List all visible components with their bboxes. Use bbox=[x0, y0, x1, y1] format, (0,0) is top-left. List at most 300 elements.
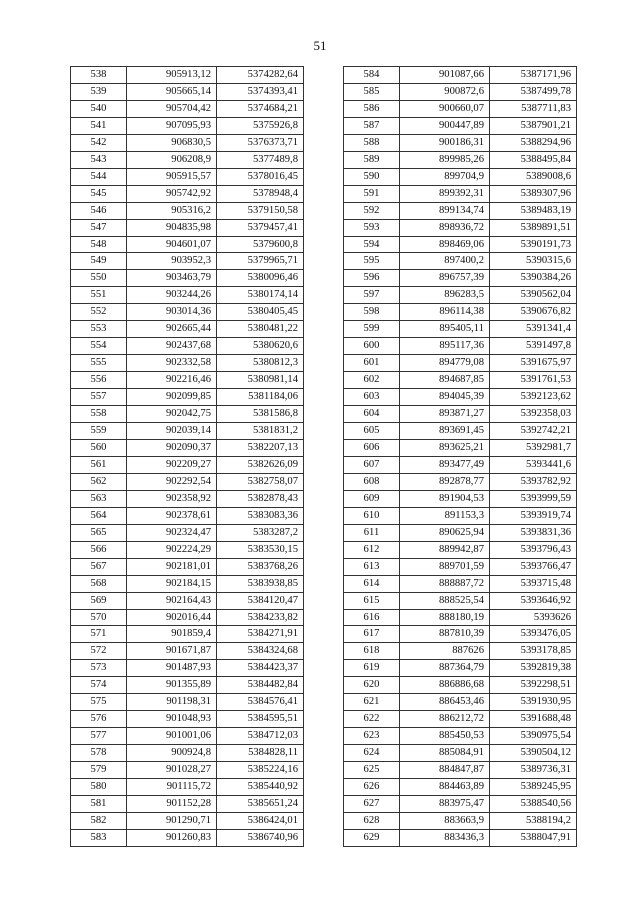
x-coordinate-cell: 902437,68 bbox=[127, 338, 217, 355]
point-number-cell: 541 bbox=[71, 117, 127, 134]
point-number-cell: 599 bbox=[344, 321, 400, 338]
x-coordinate-cell: 901048,93 bbox=[127, 711, 217, 728]
y-coordinate-cell: 5379600,8 bbox=[217, 236, 304, 253]
table-row bbox=[71, 728, 304, 745]
point-number-cell: 566 bbox=[71, 541, 127, 558]
y-coordinate-cell: 5378016,45 bbox=[217, 168, 304, 185]
y-coordinate-cell: 5380174,14 bbox=[217, 287, 304, 304]
table-row bbox=[344, 456, 577, 473]
table-row bbox=[344, 406, 577, 423]
x-coordinate-cell: 906208,9 bbox=[127, 151, 217, 168]
table-row bbox=[344, 473, 577, 490]
x-coordinate-cell: 889942,87 bbox=[400, 541, 490, 558]
point-number-cell: 611 bbox=[344, 524, 400, 541]
y-coordinate-cell: 5384828,11 bbox=[217, 745, 304, 762]
y-coordinate-cell: 5388047,91 bbox=[490, 829, 577, 846]
y-coordinate-cell: 5390676,82 bbox=[490, 304, 577, 321]
point-number-cell: 578 bbox=[71, 745, 127, 762]
point-number-cell: 555 bbox=[71, 355, 127, 372]
y-coordinate-cell: 5374282,64 bbox=[217, 67, 304, 84]
x-coordinate-cell: 902224,29 bbox=[127, 541, 217, 558]
table-row bbox=[344, 812, 577, 829]
y-coordinate-cell: 5381586,8 bbox=[217, 406, 304, 423]
point-number-cell: 553 bbox=[71, 321, 127, 338]
table-row bbox=[344, 643, 577, 660]
x-coordinate-cell: 903463,79 bbox=[127, 270, 217, 287]
x-coordinate-cell: 905665,14 bbox=[127, 83, 217, 100]
y-coordinate-cell: 5374684,21 bbox=[217, 100, 304, 117]
point-number-cell: 627 bbox=[344, 795, 400, 812]
x-coordinate-cell: 897400,2 bbox=[400, 253, 490, 270]
table-row bbox=[344, 779, 577, 796]
table-row bbox=[71, 609, 304, 626]
table-row bbox=[71, 406, 304, 423]
point-number-cell: 582 bbox=[71, 812, 127, 829]
y-coordinate-cell: 5379457,41 bbox=[217, 219, 304, 236]
x-coordinate-cell: 902292,54 bbox=[127, 473, 217, 490]
y-coordinate-cell: 5387901,21 bbox=[490, 117, 577, 134]
x-coordinate-cell: 901355,89 bbox=[127, 677, 217, 694]
y-coordinate-cell: 5385224,16 bbox=[217, 762, 304, 779]
table-row bbox=[344, 795, 577, 812]
table-row bbox=[344, 558, 577, 575]
point-number-cell: 613 bbox=[344, 558, 400, 575]
y-coordinate-cell: 5382207,13 bbox=[217, 439, 304, 456]
table-row bbox=[71, 338, 304, 355]
point-number-cell: 622 bbox=[344, 711, 400, 728]
y-coordinate-cell: 5390315,6 bbox=[490, 253, 577, 270]
y-coordinate-cell: 5380620,6 bbox=[217, 338, 304, 355]
point-number-cell: 603 bbox=[344, 389, 400, 406]
x-coordinate-cell: 905316,2 bbox=[127, 202, 217, 219]
table-row bbox=[71, 745, 304, 762]
point-number-cell: 539 bbox=[71, 83, 127, 100]
y-coordinate-cell: 5391341,4 bbox=[490, 321, 577, 338]
point-number-cell: 619 bbox=[344, 660, 400, 677]
table-row bbox=[71, 67, 304, 84]
point-number-cell: 620 bbox=[344, 677, 400, 694]
point-number-cell: 558 bbox=[71, 406, 127, 423]
x-coordinate-cell: 885450,53 bbox=[400, 728, 490, 745]
table-row bbox=[71, 473, 304, 490]
x-coordinate-cell: 885084,91 bbox=[400, 745, 490, 762]
point-number-cell: 570 bbox=[71, 609, 127, 626]
x-coordinate-cell: 887364,79 bbox=[400, 660, 490, 677]
point-number-cell: 605 bbox=[344, 423, 400, 440]
table-row bbox=[344, 762, 577, 779]
x-coordinate-cell: 886453,46 bbox=[400, 694, 490, 711]
point-number-cell: 587 bbox=[344, 117, 400, 134]
y-coordinate-cell: 5382878,43 bbox=[217, 490, 304, 507]
table-row bbox=[71, 270, 304, 287]
y-coordinate-cell: 5393796,43 bbox=[490, 541, 577, 558]
table-row bbox=[71, 287, 304, 304]
x-coordinate-cell: 901152,28 bbox=[127, 795, 217, 812]
x-coordinate-cell: 893625,21 bbox=[400, 439, 490, 456]
point-number-cell: 562 bbox=[71, 473, 127, 490]
point-number-cell: 572 bbox=[71, 643, 127, 660]
point-number-cell: 549 bbox=[71, 253, 127, 270]
y-coordinate-cell: 5386740,96 bbox=[217, 829, 304, 846]
x-coordinate-cell: 894779,08 bbox=[400, 355, 490, 372]
table-row bbox=[71, 643, 304, 660]
y-coordinate-cell: 5393831,36 bbox=[490, 524, 577, 541]
y-coordinate-cell: 5393626 bbox=[490, 609, 577, 626]
table-row bbox=[344, 677, 577, 694]
y-coordinate-cell: 5391930,95 bbox=[490, 694, 577, 711]
y-coordinate-cell: 5380405,45 bbox=[217, 304, 304, 321]
point-number-cell: 604 bbox=[344, 406, 400, 423]
y-coordinate-cell: 5381184,06 bbox=[217, 389, 304, 406]
point-number-cell: 554 bbox=[71, 338, 127, 355]
y-coordinate-cell: 5384712,03 bbox=[217, 728, 304, 745]
point-number-cell: 629 bbox=[344, 829, 400, 846]
point-number-cell: 540 bbox=[71, 100, 127, 117]
table-row bbox=[71, 389, 304, 406]
coordinates-table-right bbox=[343, 66, 577, 847]
x-coordinate-cell: 895405,11 bbox=[400, 321, 490, 338]
y-coordinate-cell: 5384271,91 bbox=[217, 626, 304, 643]
x-coordinate-cell: 903244,26 bbox=[127, 287, 217, 304]
x-coordinate-cell: 887626 bbox=[400, 643, 490, 660]
table-row bbox=[71, 219, 304, 236]
x-coordinate-cell: 888887,72 bbox=[400, 575, 490, 592]
table-row bbox=[344, 134, 577, 151]
x-coordinate-cell: 888525,54 bbox=[400, 592, 490, 609]
table-row bbox=[344, 168, 577, 185]
table-row bbox=[71, 304, 304, 321]
table-row bbox=[344, 626, 577, 643]
x-coordinate-cell: 884847,87 bbox=[400, 762, 490, 779]
coordinates-table-left bbox=[70, 66, 304, 847]
table-row bbox=[344, 711, 577, 728]
point-number-cell: 567 bbox=[71, 558, 127, 575]
x-coordinate-cell: 902184,15 bbox=[127, 575, 217, 592]
x-coordinate-cell: 889701,59 bbox=[400, 558, 490, 575]
point-number-cell: 556 bbox=[71, 372, 127, 389]
y-coordinate-cell: 5376373,71 bbox=[217, 134, 304, 151]
table-row bbox=[71, 795, 304, 812]
x-coordinate-cell: 902181,01 bbox=[127, 558, 217, 575]
table-row bbox=[344, 236, 577, 253]
x-coordinate-cell: 898936,72 bbox=[400, 219, 490, 236]
y-coordinate-cell: 5377489,8 bbox=[217, 151, 304, 168]
x-coordinate-cell: 901087,66 bbox=[400, 67, 490, 84]
y-coordinate-cell: 5388194,2 bbox=[490, 812, 577, 829]
x-coordinate-cell: 900447,89 bbox=[400, 117, 490, 134]
table-row bbox=[344, 575, 577, 592]
x-coordinate-cell: 890625,94 bbox=[400, 524, 490, 541]
table-row bbox=[71, 202, 304, 219]
x-coordinate-cell: 886212,72 bbox=[400, 711, 490, 728]
point-number-cell: 624 bbox=[344, 745, 400, 762]
y-coordinate-cell: 5383083,36 bbox=[217, 507, 304, 524]
y-coordinate-cell: 5391761,53 bbox=[490, 372, 577, 389]
point-number-cell: 621 bbox=[344, 694, 400, 711]
y-coordinate-cell: 5393715,48 bbox=[490, 575, 577, 592]
x-coordinate-cell: 884463,89 bbox=[400, 779, 490, 796]
x-coordinate-cell: 883436,3 bbox=[400, 829, 490, 846]
table-row bbox=[344, 355, 577, 372]
x-coordinate-cell: 894045,39 bbox=[400, 389, 490, 406]
table-row bbox=[71, 829, 304, 846]
table-row bbox=[71, 812, 304, 829]
point-number-cell: 600 bbox=[344, 338, 400, 355]
x-coordinate-cell: 901198,31 bbox=[127, 694, 217, 711]
x-coordinate-cell: 887810,39 bbox=[400, 626, 490, 643]
x-coordinate-cell: 906830,5 bbox=[127, 134, 217, 151]
x-coordinate-cell: 883975,47 bbox=[400, 795, 490, 812]
point-number-cell: 560 bbox=[71, 439, 127, 456]
point-number-cell: 544 bbox=[71, 168, 127, 185]
table-row bbox=[344, 202, 577, 219]
point-number-cell: 607 bbox=[344, 456, 400, 473]
table-body-left bbox=[71, 67, 304, 847]
x-coordinate-cell: 901001,06 bbox=[127, 728, 217, 745]
y-coordinate-cell: 5383287,2 bbox=[217, 524, 304, 541]
y-coordinate-cell: 5390191,73 bbox=[490, 236, 577, 253]
table-row bbox=[71, 355, 304, 372]
table-row bbox=[71, 711, 304, 728]
x-coordinate-cell: 896283,5 bbox=[400, 287, 490, 304]
table-row bbox=[344, 100, 577, 117]
x-coordinate-cell: 903014,36 bbox=[127, 304, 217, 321]
point-number-cell: 542 bbox=[71, 134, 127, 151]
y-coordinate-cell: 5378948,4 bbox=[217, 185, 304, 202]
table-row bbox=[344, 541, 577, 558]
table-row bbox=[71, 83, 304, 100]
y-coordinate-cell: 5392358,03 bbox=[490, 406, 577, 423]
point-number-cell: 543 bbox=[71, 151, 127, 168]
y-coordinate-cell: 5393919,74 bbox=[490, 507, 577, 524]
point-number-cell: 548 bbox=[71, 236, 127, 253]
table-row bbox=[344, 338, 577, 355]
point-number-cell: 577 bbox=[71, 728, 127, 745]
y-coordinate-cell: 5393782,92 bbox=[490, 473, 577, 490]
x-coordinate-cell: 903952,3 bbox=[127, 253, 217, 270]
table-row bbox=[344, 609, 577, 626]
y-coordinate-cell: 5383938,85 bbox=[217, 575, 304, 592]
y-coordinate-cell: 5384482,84 bbox=[217, 677, 304, 694]
point-number-cell: 606 bbox=[344, 439, 400, 456]
point-number-cell: 609 bbox=[344, 490, 400, 507]
point-number-cell: 563 bbox=[71, 490, 127, 507]
table-row bbox=[344, 304, 577, 321]
x-coordinate-cell: 891153,3 bbox=[400, 507, 490, 524]
point-number-cell: 617 bbox=[344, 626, 400, 643]
x-coordinate-cell: 904601,07 bbox=[127, 236, 217, 253]
point-number-cell: 565 bbox=[71, 524, 127, 541]
point-number-cell: 626 bbox=[344, 779, 400, 796]
y-coordinate-cell: 5381831,2 bbox=[217, 423, 304, 440]
y-coordinate-cell: 5375926,8 bbox=[217, 117, 304, 134]
point-number-cell: 595 bbox=[344, 253, 400, 270]
x-coordinate-cell: 899392,31 bbox=[400, 185, 490, 202]
table-row bbox=[71, 779, 304, 796]
table-row bbox=[71, 236, 304, 253]
point-number-cell: 628 bbox=[344, 812, 400, 829]
y-coordinate-cell: 5390975,54 bbox=[490, 728, 577, 745]
x-coordinate-cell: 902099,85 bbox=[127, 389, 217, 406]
y-coordinate-cell: 5387171,96 bbox=[490, 67, 577, 84]
y-coordinate-cell: 5391675,97 bbox=[490, 355, 577, 372]
x-coordinate-cell: 891904,53 bbox=[400, 490, 490, 507]
point-number-cell: 588 bbox=[344, 134, 400, 151]
x-coordinate-cell: 902016,44 bbox=[127, 609, 217, 626]
x-coordinate-cell: 888180,19 bbox=[400, 609, 490, 626]
table-row bbox=[71, 762, 304, 779]
x-coordinate-cell: 905915,57 bbox=[127, 168, 217, 185]
point-number-cell: 559 bbox=[71, 423, 127, 440]
point-number-cell: 589 bbox=[344, 151, 400, 168]
y-coordinate-cell: 5389008,6 bbox=[490, 168, 577, 185]
table-row bbox=[71, 253, 304, 270]
table-row bbox=[71, 456, 304, 473]
table-row bbox=[71, 575, 304, 592]
point-number-cell: 618 bbox=[344, 643, 400, 660]
x-coordinate-cell: 900924,8 bbox=[127, 745, 217, 762]
table-row bbox=[344, 507, 577, 524]
table-row bbox=[71, 168, 304, 185]
x-coordinate-cell: 902090,37 bbox=[127, 439, 217, 456]
x-coordinate-cell: 902665,44 bbox=[127, 321, 217, 338]
x-coordinate-cell: 907095,93 bbox=[127, 117, 217, 134]
table-row bbox=[344, 694, 577, 711]
x-coordinate-cell: 902332,58 bbox=[127, 355, 217, 372]
point-number-cell: 580 bbox=[71, 779, 127, 796]
y-coordinate-cell: 5393441,6 bbox=[490, 456, 577, 473]
table-row bbox=[344, 592, 577, 609]
table-row bbox=[344, 389, 577, 406]
point-number-cell: 615 bbox=[344, 592, 400, 609]
y-coordinate-cell: 5386424,01 bbox=[217, 812, 304, 829]
table-row bbox=[344, 745, 577, 762]
y-coordinate-cell: 5391497,8 bbox=[490, 338, 577, 355]
point-number-cell: 557 bbox=[71, 389, 127, 406]
table-row bbox=[344, 117, 577, 134]
table-row bbox=[71, 507, 304, 524]
y-coordinate-cell: 5384120,47 bbox=[217, 592, 304, 609]
x-coordinate-cell: 901671,87 bbox=[127, 643, 217, 660]
y-coordinate-cell: 5380812,3 bbox=[217, 355, 304, 372]
point-number-cell: 581 bbox=[71, 795, 127, 812]
table-row bbox=[344, 829, 577, 846]
point-number-cell: 594 bbox=[344, 236, 400, 253]
y-coordinate-cell: 5382626,09 bbox=[217, 456, 304, 473]
x-coordinate-cell: 895117,36 bbox=[400, 338, 490, 355]
table-row bbox=[71, 694, 304, 711]
y-coordinate-cell: 5387499,78 bbox=[490, 83, 577, 100]
y-coordinate-cell: 5390504,12 bbox=[490, 745, 577, 762]
y-coordinate-cell: 5390384,26 bbox=[490, 270, 577, 287]
y-coordinate-cell: 5390562,04 bbox=[490, 287, 577, 304]
table-row bbox=[71, 372, 304, 389]
point-number-cell: 552 bbox=[71, 304, 127, 321]
table-row bbox=[344, 253, 577, 270]
y-coordinate-cell: 5383530,15 bbox=[217, 541, 304, 558]
point-number-cell: 546 bbox=[71, 202, 127, 219]
point-number-cell: 569 bbox=[71, 592, 127, 609]
table-row bbox=[344, 372, 577, 389]
page-number: 51 bbox=[313, 38, 327, 53]
x-coordinate-cell: 893871,27 bbox=[400, 406, 490, 423]
point-number-cell: 610 bbox=[344, 507, 400, 524]
table-row bbox=[71, 423, 304, 440]
table-row bbox=[71, 117, 304, 134]
point-number-cell: 538 bbox=[71, 67, 127, 84]
x-coordinate-cell: 902164,43 bbox=[127, 592, 217, 609]
point-number-cell: 583 bbox=[71, 829, 127, 846]
table-row bbox=[344, 321, 577, 338]
table-row bbox=[344, 728, 577, 745]
x-coordinate-cell: 902378,61 bbox=[127, 507, 217, 524]
y-coordinate-cell: 5393999,59 bbox=[490, 490, 577, 507]
x-coordinate-cell: 900186,31 bbox=[400, 134, 490, 151]
point-number-cell: 545 bbox=[71, 185, 127, 202]
x-coordinate-cell: 902324,47 bbox=[127, 524, 217, 541]
y-coordinate-cell: 5384595,51 bbox=[217, 711, 304, 728]
point-number-cell: 547 bbox=[71, 219, 127, 236]
y-coordinate-cell: 5383768,26 bbox=[217, 558, 304, 575]
y-coordinate-cell: 5392819,38 bbox=[490, 660, 577, 677]
y-coordinate-cell: 5393766,47 bbox=[490, 558, 577, 575]
x-coordinate-cell: 901859,4 bbox=[127, 626, 217, 643]
x-coordinate-cell: 883663,9 bbox=[400, 812, 490, 829]
y-coordinate-cell: 5393178,85 bbox=[490, 643, 577, 660]
x-coordinate-cell: 886886,68 bbox=[400, 677, 490, 694]
point-number-cell: 598 bbox=[344, 304, 400, 321]
table-row bbox=[344, 524, 577, 541]
x-coordinate-cell: 901290,71 bbox=[127, 812, 217, 829]
table-row bbox=[71, 626, 304, 643]
point-number-cell: 592 bbox=[344, 202, 400, 219]
y-coordinate-cell: 5374393,41 bbox=[217, 83, 304, 100]
table-row bbox=[71, 524, 304, 541]
table-row bbox=[344, 219, 577, 236]
table-row bbox=[71, 134, 304, 151]
table-row bbox=[344, 423, 577, 440]
y-coordinate-cell: 5380096,46 bbox=[217, 270, 304, 287]
point-number-cell: 612 bbox=[344, 541, 400, 558]
point-number-cell: 614 bbox=[344, 575, 400, 592]
y-coordinate-cell: 5384233,82 bbox=[217, 609, 304, 626]
table-row bbox=[344, 439, 577, 456]
y-coordinate-cell: 5379965,71 bbox=[217, 253, 304, 270]
y-coordinate-cell: 5380981,14 bbox=[217, 372, 304, 389]
point-number-cell: 551 bbox=[71, 287, 127, 304]
x-coordinate-cell: 900660,07 bbox=[400, 100, 490, 117]
point-number-cell: 550 bbox=[71, 270, 127, 287]
point-number-cell: 564 bbox=[71, 507, 127, 524]
x-coordinate-cell: 896757,39 bbox=[400, 270, 490, 287]
table-row bbox=[344, 660, 577, 677]
table-row bbox=[71, 490, 304, 507]
point-number-cell: 623 bbox=[344, 728, 400, 745]
x-coordinate-cell: 899704,9 bbox=[400, 168, 490, 185]
y-coordinate-cell: 5391688,48 bbox=[490, 711, 577, 728]
x-coordinate-cell: 902358,92 bbox=[127, 490, 217, 507]
table-row bbox=[71, 100, 304, 117]
table-row bbox=[71, 185, 304, 202]
y-coordinate-cell: 5385440,92 bbox=[217, 779, 304, 796]
x-coordinate-cell: 901115,72 bbox=[127, 779, 217, 796]
x-coordinate-cell: 902216,46 bbox=[127, 372, 217, 389]
x-coordinate-cell: 898469,06 bbox=[400, 236, 490, 253]
point-number-cell: 573 bbox=[71, 660, 127, 677]
y-coordinate-cell: 5389891,51 bbox=[490, 219, 577, 236]
point-number-cell: 616 bbox=[344, 609, 400, 626]
y-coordinate-cell: 5388495,84 bbox=[490, 151, 577, 168]
